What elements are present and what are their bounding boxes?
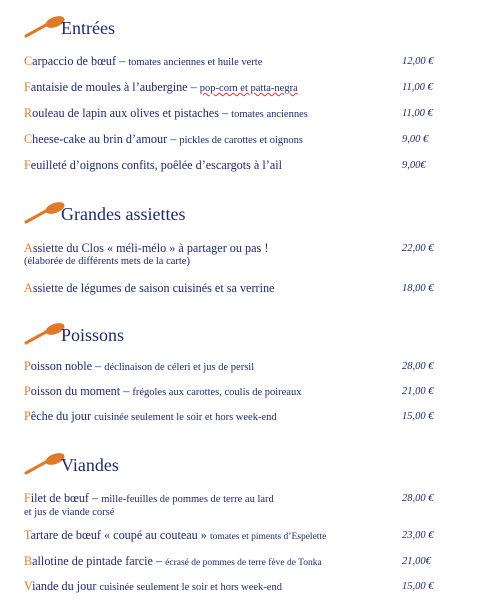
item-name: allotine de pintade farcie [32,554,153,568]
item-description: tomates anciennes et huile verte [128,57,263,68]
item-description: pickles de carottes et oignons [179,135,303,146]
item-name: antaisie de moules à l’aubergine [30,80,188,94]
menu-item [24,159,480,172]
section-header [0,321,480,349]
item-price: 11,00 € [402,108,433,119]
item-separator: – [187,80,200,94]
item-name: êche du jour [30,409,92,423]
item-subline: (élaborée de différents mets de la carte) [24,256,190,267]
item-initial: P [24,409,31,423]
menu-item [24,107,480,121]
item-initial: F [24,158,31,172]
item-initial: F [24,491,31,505]
menu-item [24,242,480,268]
item-separator: – [120,384,133,398]
item-separator: – [218,106,232,120]
item-initial: A [24,281,33,295]
item-separator: – [116,54,129,68]
menu-item [24,555,480,570]
item-initial: V [24,579,33,593]
item-name: oisson noble [30,359,93,373]
item-name: heese-cake au brin d’amour [32,132,168,146]
item-separator: – [152,554,166,568]
section-title: Viandes [61,455,119,475]
section-header [0,14,480,42]
item-price: 22,00 € [402,243,434,254]
menu-item [24,55,480,69]
item-price: 9,00 € [402,134,429,145]
section-viandes [0,451,480,479]
item-price: 11,00 € [402,82,433,93]
menu-item [24,492,480,519]
menu-item [24,580,480,594]
menu-item [24,529,480,544]
item-description: pop-corn et patta-negra [199,83,298,94]
item-price: 28,00 € [402,361,434,372]
item-price: 15,00 € [402,411,434,422]
item-initial: P [24,384,31,398]
section-grandes-assiettes [0,200,480,228]
section-header [0,200,480,228]
item-name: oisson du moment [30,384,121,398]
item-initial: R [24,106,33,120]
item-initial: A [24,241,33,255]
item-price: 21,00€ [402,556,431,567]
item-name: arpaccio de bœuf [32,54,117,68]
section-header [0,451,480,479]
item-description: déclinaison de céleri et jus de persil [104,362,255,373]
item-price: 18,00 € [402,283,434,294]
item-separator: – [92,359,105,373]
item-name: ouleau de lapin aux olives et pistaches [32,106,219,120]
item-name: artare de bœuf « coupé au couteau » [30,528,207,542]
item-price: 15,00 € [402,581,434,592]
menu-item [24,133,480,147]
item-description: cuisinée seulement le soir et hors week-end [99,582,282,593]
item-initial: F [24,80,31,94]
item-initial: B [24,554,33,568]
item-name: euilleté d’oignons confits, poêlée d’escargots à l’ail [30,158,283,172]
menu-item [24,81,480,95]
section-entrees [0,14,480,42]
menu-item [24,360,480,374]
item-description: cuisinée seulement le soir et hors week-end [94,412,277,423]
item-description: frégoles aux carottes, coulis de poireaux [132,387,302,398]
menu-item [24,410,480,424]
item-name: ilet de bœuf [30,491,89,505]
menu-item [24,282,480,295]
item-name: iande du jour [32,579,97,593]
item-description: tomates et piments d’Espelette [209,532,327,542]
item-price: 28,00 € [402,493,434,504]
item-initial: P [24,359,31,373]
section-title: Entrées [61,18,115,38]
item-subline: et jus de viande corsé [24,507,115,518]
item-description: tomates anciennes [231,109,308,120]
section-title: Grandes assiettes [61,204,186,224]
section-title: Poissons [61,325,125,345]
item-initial: T [24,528,31,542]
item-name: ssiette du Clos « méli-mélo » à partager ou pas ! [32,241,269,255]
item-name: ssiette de légumes de saison cuisinés et sa verrine [32,281,275,295]
item-price: 21,00 € [402,386,434,397]
item-price: 9,00€ [402,160,426,171]
item-price: 12,00 € [402,56,434,67]
item-initial: C [24,54,33,68]
item-separator: – [89,491,102,505]
item-separator: – [167,132,180,146]
item-price: 23,00 € [402,530,434,541]
item-description: écrasé de pommes de terre fève de Tonka [165,558,322,568]
item-description: mille-feuilles de pommes de terre au lard [101,494,274,505]
menu-item [24,385,480,399]
section-poissons [0,321,480,349]
item-initial: C [24,132,33,146]
